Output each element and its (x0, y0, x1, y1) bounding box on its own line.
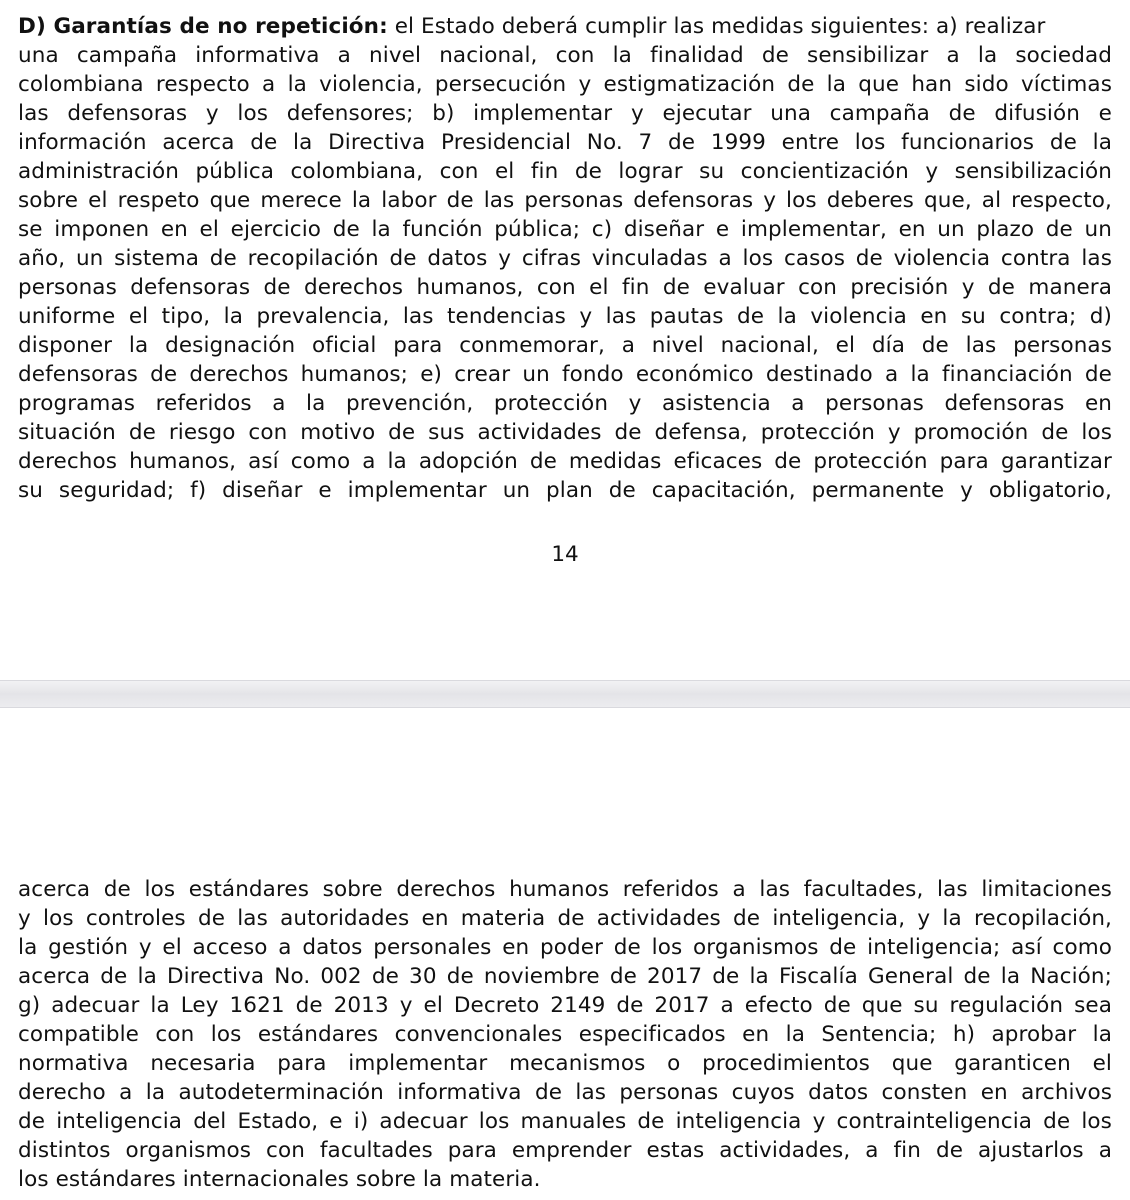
text-line: acerca de los estándares sobre derechos humanos referidos a las facultades, las limitaciones (18, 877, 1112, 902)
text-line: disponer la designación oficial para conmemorar, a nivel nacional, el día de las personas (18, 333, 1112, 358)
text-line: D) Garantías de no repetición: el Estado deberá cumplir las medidas siguientes: a) realizar (18, 14, 1046, 39)
text-line: administración pública colombiana, con el fin de lograr su concientización y sensibilización (18, 159, 1112, 184)
text-line: distintos organismos con facultades para emprender estas actividades, a fin de ajustarlos a (18, 1138, 1112, 1163)
section-heading: D) Garantías de no repetición: (18, 14, 388, 39)
document-page-15 (0, 708, 1130, 1200)
text-line: de inteligencia del Estado, e i) adecuar los manuales de inteligencia y contrainteligencia de los (18, 1109, 1112, 1134)
text-line: se imponen en el ejercicio de la función pública; c) diseñar e implementar, en un plazo de un (18, 217, 1112, 242)
text-line: los estándares internacionales sobre la materia. (18, 1167, 541, 1192)
text-line: uniforme el tipo, la prevalencia, las tendencias y las pautas de la violencia en su contra; d) (18, 304, 1112, 329)
text-line: una campaña informativa a nivel nacional, con la finalidad de sensibilizar a la sociedad (18, 43, 1112, 68)
text-line: las defensoras y los defensores; b) implementar y ejecutar una campaña de difusión e (18, 101, 1112, 126)
text-line: la gestión y el acceso a datos personales en poder de los organismos de inteligencia; así como (18, 935, 1112, 960)
text-line: situación de riesgo con motivo de sus actividades de defensa, protección y promoción de los (18, 420, 1112, 445)
text-line: g) adecuar la Ley 1621 de 2013 y el Decreto 2149 de 2017 a efecto de que su regulación sea (18, 993, 1112, 1018)
page-number: 14 (551, 542, 579, 567)
text-line: información acerca de la Directiva Presidencial No. 7 de 1999 entre los funcionarios de la (18, 130, 1112, 155)
text-line: personas defensoras de derechos humanos, con el fin de evaluar con precisión y de manera (18, 275, 1112, 300)
text-line: colombiana respecto a la violencia, persecución y estigmatización de la que han sido víctimas (18, 72, 1112, 97)
paragraph-continuation (18, 875, 1112, 1194)
text-line: programas referidos a la prevención, protección y asistencia a personas defensoras en (18, 391, 1112, 416)
text-line: y los controles de las autoridades en materia de actividades de inteligencia, y la recopilación, (18, 906, 1112, 931)
text-line: normativa necesaria para implementar mecanismos o procedimientos que garanticen el (18, 1051, 1112, 1076)
page-separator (0, 680, 1130, 708)
text-line: sobre el respeto que merece la labor de las personas defensoras y los deberes que, al respecto, (18, 188, 1112, 213)
text-line: derechos humanos, así como a la adopción de medidas eficaces de protección para garantizar (18, 449, 1112, 474)
paragraph-guarantees (18, 12, 1112, 505)
text-line: su seguridad; f) diseñar e implementar un plan de capacitación, permanente y obligatorio, (18, 478, 1112, 503)
text-line: acerca de la Directiva No. 002 de 30 de noviembre de 2017 de la Fiscalía General de la Nación; (18, 964, 1112, 989)
text-line: compatible con los estándares convencionales especificados en la Sentencia; h) aprobar la (18, 1022, 1112, 1047)
text-line: derecho a la autodeterminación informativa de las personas cuyos datos consten en archivos (18, 1080, 1112, 1105)
text-line: defensoras de derechos humanos; e) crear un fondo económico destinado a la financiación de (18, 362, 1112, 387)
text-line: año, un sistema de recopilación de datos y cifras vinculadas a los casos de violencia contra las (18, 246, 1112, 271)
